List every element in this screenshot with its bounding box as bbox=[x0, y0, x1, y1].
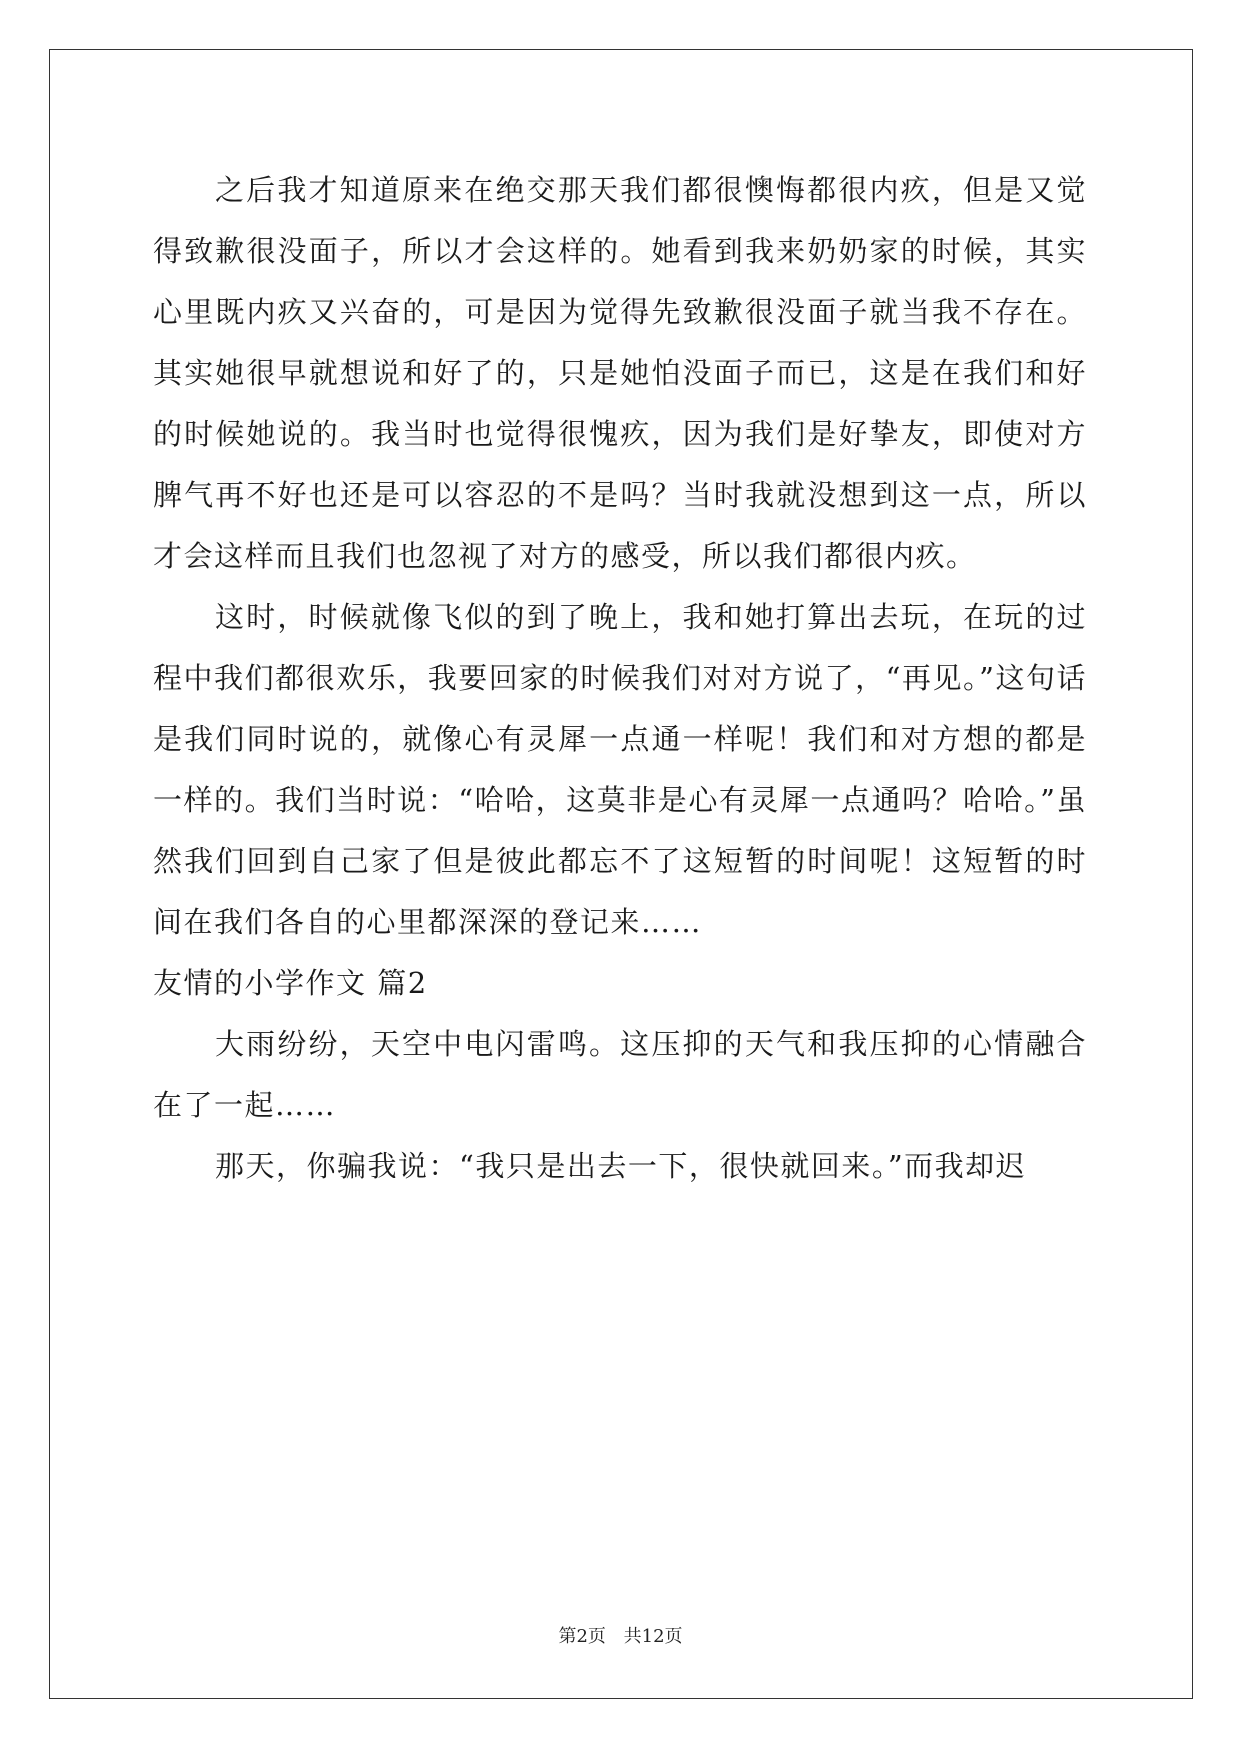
paragraph: 这时，时候就像飞似的到了晚上，我和她打算出去玩，在玩的过程中我们都很欢乐，我要回家的时候我们对对方说了，“再见。”这句话是我们同时说的，就像心有灵犀一点通一样呢！我们和对方想的都是一样的。我们当时说：“哈哈，这莫非是心有灵犀一点通吗？哈哈。”虽然我们回到自己家了但是彼此都忘不了这短暂的时间呢！这短暂的时间在我们各自的心里都深深的登记来…… bbox=[153, 600, 1087, 939]
page-total: 共12页 bbox=[623, 1626, 683, 1647]
document-body bbox=[153, 160, 1087, 1197]
section-heading: 友情的小学作文 篇2 bbox=[153, 966, 428, 1000]
page-footer bbox=[0, 1622, 1241, 1648]
page-number: 第2页 bbox=[558, 1626, 606, 1647]
paragraph: 之后我才知道原来在绝交那天我们都很懊悔都很内疚，但是又觉得致歉很没面子，所以才会这样的。她看到我来奶奶家的时候，其实心里既内疚又兴奋的，可是因为觉得先致歉很没面子就当我不存在。其实她很早就想说和好了的，只是她怕没面子而已，这是在我们和好的时候她说的。我当时也觉得很愧疚，因为我们是好挚友，即使对方脾气再不好也还是可以容忍的不是吗？当时我就没想到这一点，所以才会这样而且我们也忽视了对方的感受，所以我们都很内疚。 bbox=[153, 173, 1087, 573]
paragraph: 大雨纷纷，天空中电闪雷鸣。这压抑的天气和我压抑的心情融合在了一起…… bbox=[153, 1027, 1087, 1122]
paragraph: 那天，你骗我说：“我只是出去一下，很快就回来。”而我却迟 bbox=[215, 1149, 1027, 1183]
